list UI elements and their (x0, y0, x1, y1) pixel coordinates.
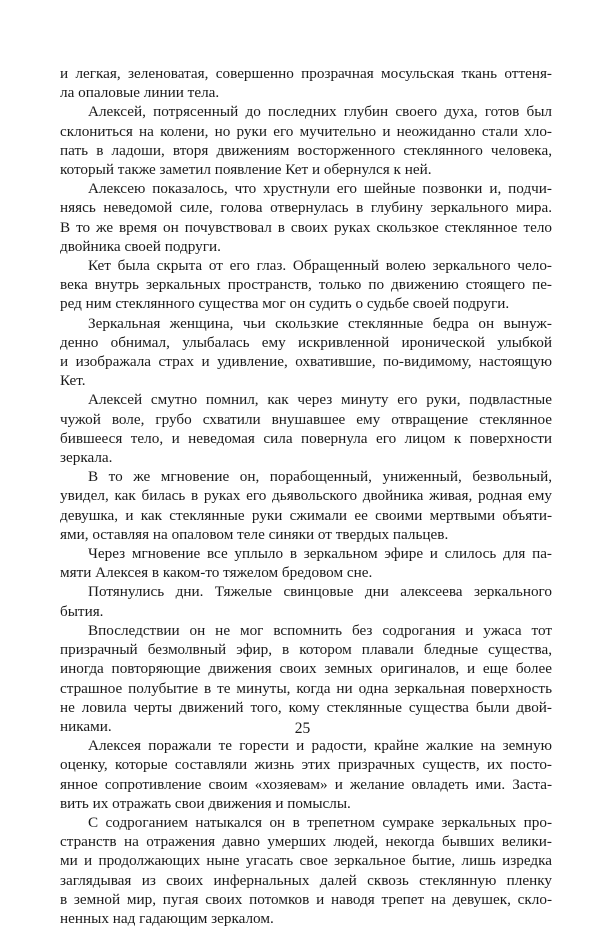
paragraph (60, 544, 552, 582)
text-line: Зеркальная женщина, чьи скользкие стеклянные бедра он вынуж- (88, 314, 552, 332)
text-line: В то же мгновение он, порабощенный, униженный, безвольный, (88, 468, 552, 486)
text-line: склониться на колени, но руки его мучительно и неожиданно стали хло- (60, 122, 552, 140)
text-line: денно обнимал, улыбалась ему искривленной иронической улыбкой (60, 333, 552, 351)
text-line: в земной мир, пугая своих потомков и наводя трепет на девушек, скло- (60, 890, 552, 908)
text-line: Алексею показалось, что хрустнули его шейные позвонки и, подчи- (88, 180, 552, 198)
paragraph (60, 102, 552, 179)
text-line: двойника своей подруги. (60, 237, 221, 255)
paragraph (60, 582, 552, 620)
text-line: странств на отражения давно умерших людей, некогда бывших велики- (60, 833, 552, 851)
paragraph (60, 467, 552, 544)
text-line: века внутрь зеркальных пространств, только по движению стоящего пе- (60, 276, 552, 294)
text-line: В то же время он почувствовал в своих руках скользкое стеклянное тело (60, 218, 552, 236)
text-line: заглядывая из своих инфернальных далей сквозь стеклянную пленку (60, 871, 552, 889)
text-line: янное сопротивление своим «хозяевам» и желание овладеть ими. Заста- (60, 775, 552, 793)
text-line: Алексей, потрясенный до последних глубин своего духа, готов был (88, 103, 552, 121)
paragraph (60, 314, 552, 391)
paragraph (60, 736, 552, 813)
text-line: бытия. (60, 602, 104, 620)
text-line: С содроганием натыкался он в трепетном сумраке зеркальных про- (88, 813, 552, 831)
text-line: никами. (60, 717, 112, 735)
text-line: оценку, которые составляли жизнь этих призрачных существ, их посто- (60, 756, 552, 774)
text-line: зеркала. (60, 449, 113, 467)
text-line: ла опаловые линии тела. (60, 84, 220, 102)
text-line: призрачный безмолвный эфир, в котором плавали бледные существа, (60, 641, 552, 659)
text-line: няясь неведомой силе, голова отвернулась в глубину зеркального мира. (60, 199, 552, 217)
text-line: не ловила черты движений того, кому стеклянные существа были двой- (60, 698, 552, 716)
text-line: ненных над гадающим зеркалом. (60, 909, 274, 927)
text-line: увидел, как билась в руках его дьявольского двойника живая, родная ему (60, 487, 552, 505)
text-line: пать в ладоши, вторя движениям восторженного стеклянного человека, (60, 141, 552, 159)
text-line: и изображала страх и удивление, охватившие, по-видимому, настоящую (60, 353, 552, 371)
text-line: девушка, и как стеклянные руки сжимали ее своими мертвыми объяти- (60, 506, 552, 524)
paragraph (60, 64, 552, 102)
text-line: ми и продолжающих ныне угасать свое зеркальное бытие, лишь изредка (60, 852, 552, 870)
text-line: Потянулись дни. Тяжелые свинцовые дни алексеева зеркального (88, 583, 552, 601)
text-line: который также заметил появление Кет и обернулся к ней. (60, 161, 432, 179)
text-line: мяти Алексея в каком-то тяжелом бредовом сне. (60, 564, 373, 582)
page-number: 25 (294, 720, 311, 737)
paragraph (60, 256, 552, 314)
text-line: и легкая, зеленоватая, совершенно прозрачная мосульская ткань оттеня- (60, 65, 552, 82)
text-line: чужой воле, грубо схватили внушавшее ему отвращение стеклянное (60, 410, 552, 428)
paragraph (60, 813, 552, 928)
text-line: ред ним стеклянного существа мог он судить о судьбе своей подруги. (60, 295, 510, 313)
text-line: ями, оставляя на опаловом теле синяки от твердых пальцев. (60, 525, 449, 543)
paragraph (60, 621, 552, 736)
paragraph (60, 390, 552, 467)
text-line: Впоследствии он не мог вспомнить без содрогания и ужаса тот (88, 621, 552, 639)
text-line: вить их отражать свои движения и помыслы. (60, 794, 351, 812)
text-line: Алексей смутно помнил, как через минуту его руки, подвластные (88, 391, 552, 409)
text-line: Кет. (60, 372, 86, 390)
text-line: бившееся тело, и неведомая сила повернула его лицом к поверхности (60, 429, 552, 447)
text-line: страшное полубытие в те минуты, когда ни одна зеркальная поверхность (60, 679, 552, 697)
text-line: Алексея поражали те горести и радости, крайне жалкие на земную (88, 737, 552, 755)
text-line: иногда повторяющие движения своих земных оригиналов, и еще более (60, 660, 552, 678)
paragraph (60, 179, 552, 256)
book-page-text (60, 64, 552, 927)
text-line: Через мгновение все уплыло в зеркальном эфире и слилось для па- (88, 545, 552, 563)
text-line: Кет была скрыта от его глаз. Обращенный волею зеркального чело- (88, 257, 552, 275)
